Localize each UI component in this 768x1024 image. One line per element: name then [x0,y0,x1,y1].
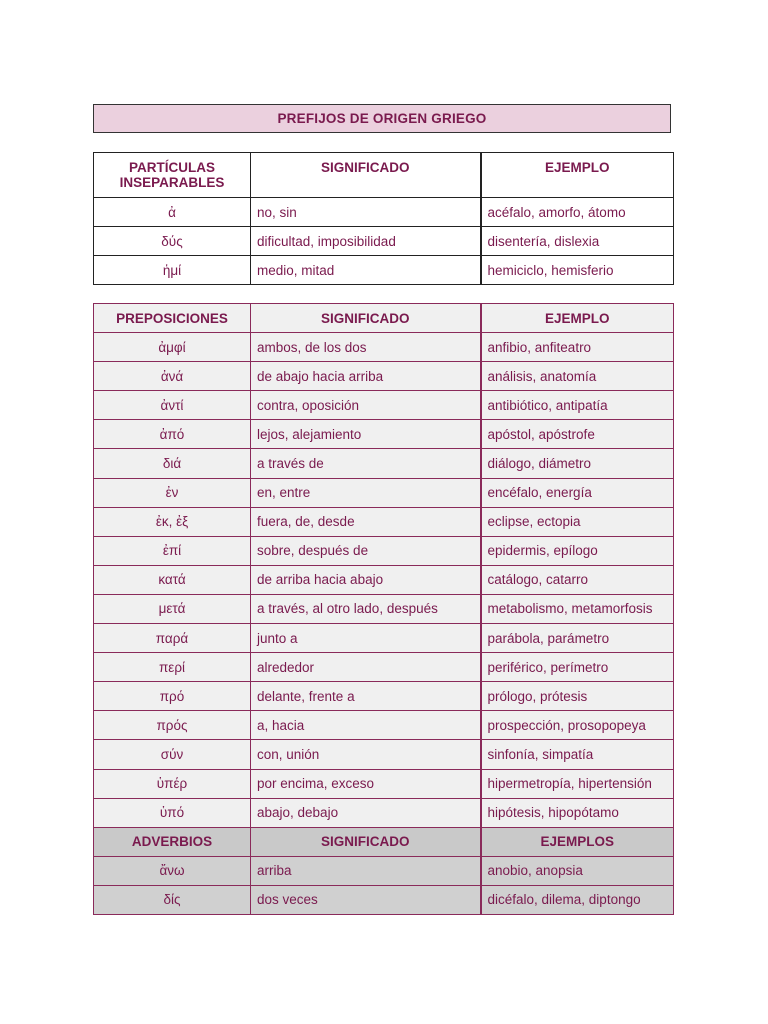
prefix-cell: μετά [94,594,251,623]
example-cell: antibiótico, antipatía [481,391,674,420]
table-header-row [94,304,674,333]
meaning-cell: ambos, de los dos [251,333,481,362]
example-cell: catálogo, catarro [481,565,674,594]
meaning-cell: sobre, después de [251,536,481,565]
column-header: ADVERBIOS [94,827,251,856]
prefix-cell: περί [94,653,251,682]
table-header-row [94,827,674,856]
meaning-cell: dificultad, imposibilidad [251,227,481,256]
example-cell: hipermetropía, hipertensión [481,769,674,798]
meaning-cell: dos veces [251,885,481,914]
meaning-cell: alrededor [251,653,481,682]
example-cell: diálogo, diámetro [481,449,674,478]
example-cell: anobio, anopsia [481,856,674,885]
meaning-cell: junto a [251,624,481,653]
column-header: SIGNIFICADO [251,827,481,856]
meaning-cell: de arriba hacia abajo [251,565,481,594]
prefix-cell: δίς [94,885,251,914]
table-row [94,565,674,594]
meaning-cell: arriba [251,856,481,885]
table-row [94,624,674,653]
meaning-cell: no, sin [251,198,481,227]
prefix-cell: ἐκ, ἐξ [94,507,251,536]
example-cell: sinfonía, simpatía [481,740,674,769]
meaning-cell: en, entre [251,478,481,507]
table-row [94,594,674,623]
table-row [94,391,674,420]
column-header: EJEMPLO [481,304,674,333]
example-cell: hemiciclo, hemisferio [481,256,674,285]
column-header: SIGNIFICADO [251,304,481,333]
prefix-cell: πρός [94,711,251,740]
meaning-cell: lejos, alejamiento [251,420,481,449]
prefix-cell: ἀ [94,198,251,227]
meaning-cell: por encima, exceso [251,769,481,798]
prefix-cell: ἀμφί [94,333,251,362]
prefix-cell: σύν [94,740,251,769]
prefix-cell: ὑπό [94,798,251,827]
example-cell: prospección, prosopopeya [481,711,674,740]
table-row [94,227,674,256]
prefix-cell: ἐν [94,478,251,507]
example-cell: análisis, anatomía [481,362,674,391]
example-cell: anfibio, anfiteatro [481,333,674,362]
table-row [94,798,674,827]
column-header: EJEMPLOS [481,827,674,856]
prefix-cell: ἡμί [94,256,251,285]
meaning-cell: fuera, de, desde [251,507,481,536]
prefix-cell: ἄνω [94,856,251,885]
table-row [94,885,674,914]
table-row [94,682,674,711]
prefix-cell: ἀνά [94,362,251,391]
meaning-cell: a través de [251,449,481,478]
example-cell: eclipse, ectopia [481,507,674,536]
prefix-cell: κατά [94,565,251,594]
prefix-cell: διά [94,449,251,478]
table-row [94,362,674,391]
table-row [94,449,674,478]
example-cell: metabolismo, metamorfosis [481,594,674,623]
page-title: PREFIJOS DE ORIGEN GRIEGO [93,104,671,133]
prefix-cell: πρό [94,682,251,711]
column-header: PREPOSICIONES [94,304,251,333]
example-cell: hipótesis, hipopótamo [481,798,674,827]
meaning-cell: a, hacia [251,711,481,740]
example-cell: parábola, parámetro [481,624,674,653]
prefix-cell: ἀπό [94,420,251,449]
inseparables-table [93,152,674,285]
meaning-cell: a través, al otro lado, después [251,594,481,623]
table-row [94,653,674,682]
meaning-cell: medio, mitad [251,256,481,285]
example-cell: dicéfalo, dilema, diptongo [481,885,674,914]
column-header: EJEMPLO [481,153,674,198]
table-row [94,711,674,740]
table-row [94,256,674,285]
prefix-cell: ἀντί [94,391,251,420]
table-row [94,478,674,507]
example-cell: apóstol, apóstrofe [481,420,674,449]
meaning-cell: delante, frente a [251,682,481,711]
table-row [94,536,674,565]
prefix-cell: δύς [94,227,251,256]
table-row [94,769,674,798]
table-header-row [94,153,674,198]
prefix-cell: παρά [94,624,251,653]
example-cell: periférico, perímetro [481,653,674,682]
meaning-cell: de abajo hacia arriba [251,362,481,391]
column-header: PARTÍCULAS INSEPARABLES [94,153,251,198]
preposiciones-adverbios-table [93,303,674,915]
table-row [94,740,674,769]
meaning-cell: abajo, debajo [251,798,481,827]
example-cell: epidermis, epílogo [481,536,674,565]
prefix-cell: ἐπί [94,536,251,565]
meaning-cell: con, unión [251,740,481,769]
example-cell: prólogo, prótesis [481,682,674,711]
example-cell: acéfalo, amorfo, átomo [481,198,674,227]
table-row [94,420,674,449]
example-cell: encéfalo, energía [481,478,674,507]
table-row [94,856,674,885]
meaning-cell: contra, oposición [251,391,481,420]
example-cell: disentería, dislexia [481,227,674,256]
column-header: SIGNIFICADO [251,153,481,198]
table-row [94,333,674,362]
table-row [94,507,674,536]
prefix-cell: ὑπέρ [94,769,251,798]
table-row [94,198,674,227]
